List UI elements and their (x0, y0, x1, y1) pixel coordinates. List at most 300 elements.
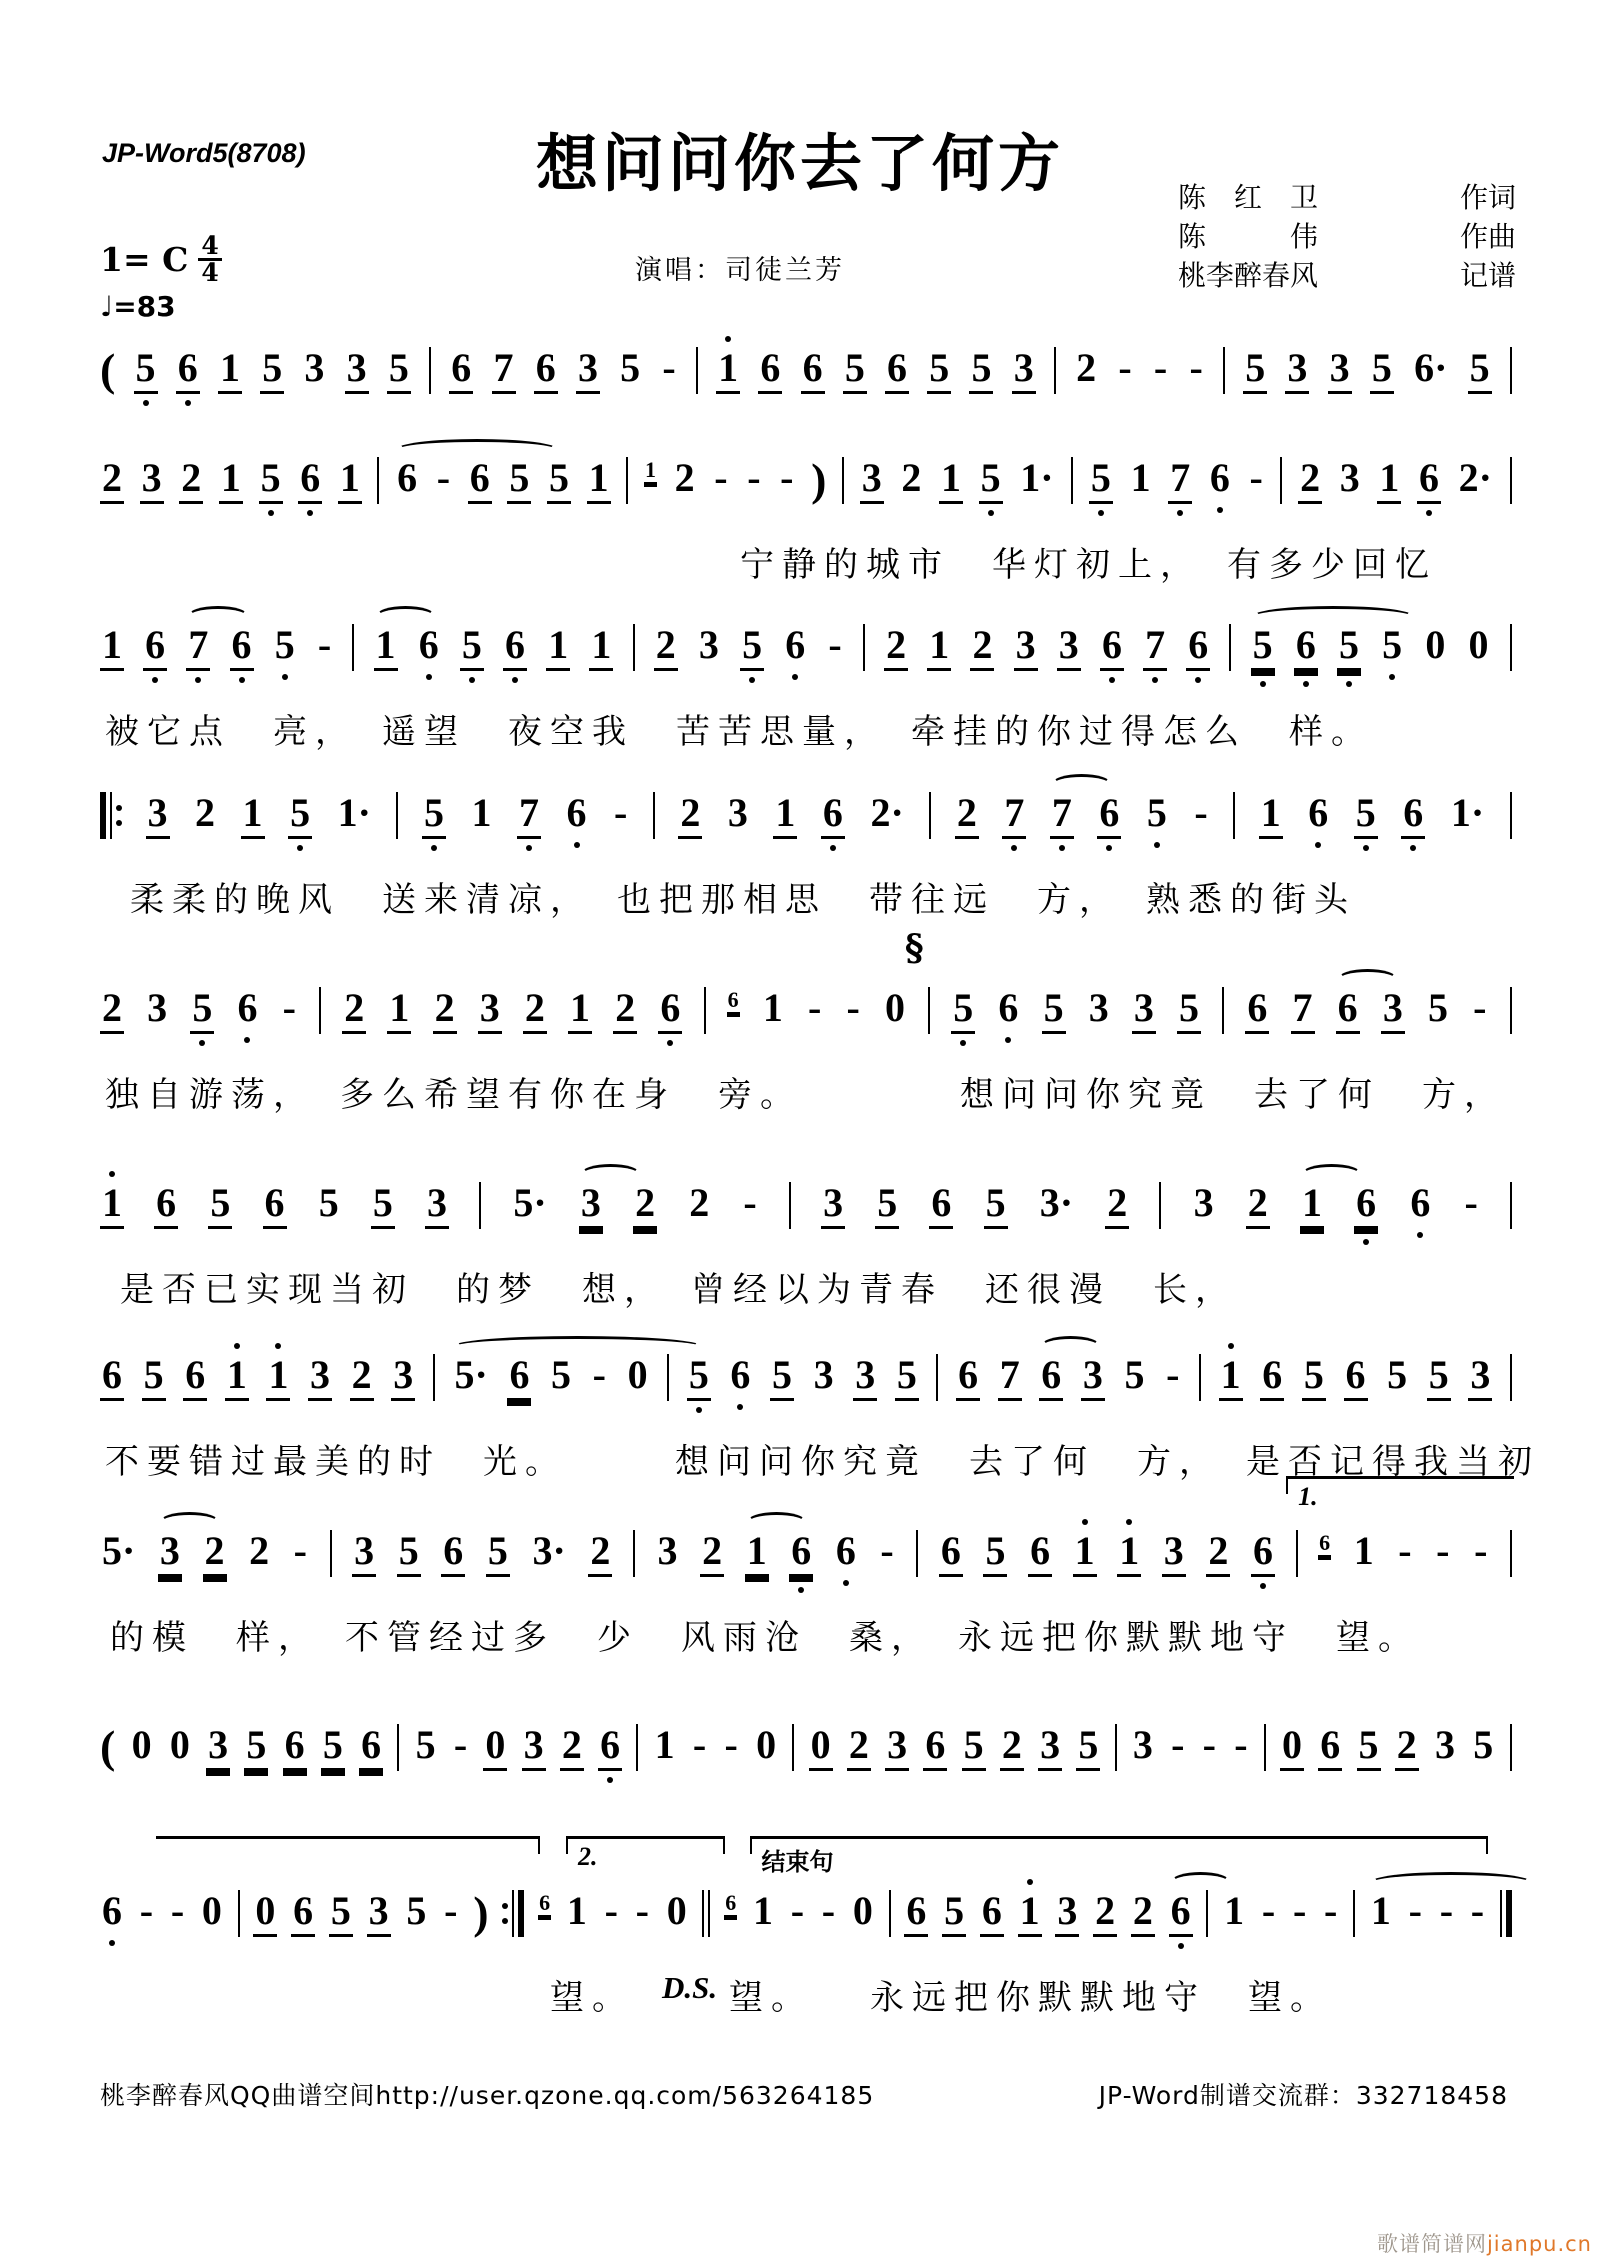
note-digit: 2 (674, 455, 695, 500)
credit-name: 陈 红 卫 (1178, 181, 1319, 214)
note-digit: 5 (134, 345, 158, 394)
lyrics-row (100, 537, 1512, 585)
note-digit: 5 (318, 1180, 339, 1225)
note-digit: 6 (1169, 1888, 1193, 1937)
note-digit: 5 (259, 455, 283, 504)
note-digit: 1 (387, 985, 411, 1034)
note-digit: 2 (1093, 1888, 1117, 1937)
rest-note: 0 (852, 1888, 873, 1933)
bar-thin (429, 347, 431, 394)
rest-note: 0 (627, 1352, 648, 1397)
dash-extension: - (1261, 1888, 1276, 1933)
note-digit: 5 (208, 1180, 232, 1229)
note-digit: 5 (507, 455, 531, 504)
note-digit: 1 (1300, 1180, 1324, 1229)
watermark (1377, 2228, 1592, 2258)
bar-thin (396, 792, 398, 839)
barline (636, 1722, 638, 1772)
barline (667, 1352, 669, 1402)
volta-label: 结束句 (761, 1847, 834, 1876)
note-digit: 2 (970, 622, 994, 671)
barline (1296, 1528, 1298, 1578)
note-digit: 6 (789, 1528, 813, 1577)
dash-extension: - (1464, 1180, 1478, 1225)
barline (1510, 1722, 1512, 1772)
note-digit: 5 (486, 1528, 510, 1577)
barline (1233, 790, 1235, 840)
dash-extension: - (1171, 1722, 1185, 1767)
note-digit: 2 (901, 455, 922, 500)
note-digit: 6 (929, 1180, 953, 1229)
barline (1206, 1888, 1208, 1938)
note-digit: 5 (1089, 455, 1113, 504)
barline (1510, 1180, 1512, 1230)
barline (1353, 1888, 1355, 1938)
note-digit: 6 (1318, 1722, 1342, 1771)
dash-extension: - (1324, 1888, 1338, 1933)
note-digit: 6 (154, 1180, 178, 1229)
note-digit: 3 (1132, 985, 1156, 1034)
note-digit: 1 (566, 1888, 587, 1933)
note-digit: 3 (1012, 345, 1036, 394)
bar-thin (667, 1354, 669, 1401)
note-digit: 3 (367, 1888, 391, 1937)
barline (1199, 1352, 1201, 1402)
note-digit: 6 (598, 1722, 622, 1771)
notation-row (100, 1180, 1512, 1246)
note-digit: 3 (1014, 622, 1038, 671)
phrase-paren: ) (473, 1887, 489, 1938)
note-digit: 1 (745, 1528, 769, 1577)
bar-thin (1280, 457, 1282, 504)
note-digit: 3 (352, 1528, 376, 1577)
note-digit: 6 (1336, 985, 1360, 1034)
note-digit: 5 (620, 345, 641, 390)
song-title: 想问问你去了何方 (535, 127, 1064, 200)
barline (1280, 455, 1282, 505)
dash-extension: - (1202, 1722, 1216, 1767)
note-digit: 1 (219, 455, 243, 504)
note-digit: 1 (1353, 1528, 1374, 1573)
note-digit: 3 (1081, 1352, 1105, 1401)
bar-thin (1510, 1724, 1512, 1771)
note-digit: 6 (1354, 1180, 1378, 1229)
note-digit: 3 (522, 1722, 546, 1771)
note-digit: 6 (821, 790, 845, 839)
dash-extension: - (724, 1722, 738, 1767)
bar-thin (479, 1182, 481, 1229)
note-digit: 5 (422, 790, 446, 839)
music-line-4 (100, 790, 1512, 920)
note-digit: 6 (183, 1352, 207, 1401)
dash-extension: - (743, 1180, 757, 1225)
lyrics-row (100, 872, 1512, 920)
note-digit: 3 (657, 1528, 678, 1573)
barline (696, 345, 698, 395)
note-digit: 6 (441, 1528, 465, 1577)
lyrics-row (100, 704, 1512, 752)
footer-qq-space-link[interactable]: 桃李醉春风QQ曲谱空间http://user.qzone.qq.com/563264185 (100, 2081, 875, 2110)
note-digit: 5 (321, 1722, 345, 1771)
music-line-3 (100, 622, 1512, 752)
note-digit: 3 (813, 1352, 834, 1397)
barline (929, 790, 931, 840)
note-digit: 5 (142, 1352, 166, 1401)
note-digit: 5 (1243, 345, 1267, 394)
note-digit: 3 (1435, 1722, 1456, 1767)
dash-extension: - (614, 790, 628, 835)
note-digit: 6 (534, 345, 558, 394)
note-digit: 7 (1168, 455, 1192, 504)
bar-thin (110, 792, 112, 839)
credit-row (1178, 256, 1516, 295)
barline (1510, 985, 1512, 1035)
notation-row (100, 1352, 1512, 1418)
note-digit: 6 (395, 455, 419, 501)
note-digit: 5· (513, 1180, 547, 1225)
bar-thin (842, 457, 844, 504)
bar-thin (928, 987, 930, 1034)
note-digit: 3 (853, 1352, 877, 1401)
note-digit: 2 (678, 790, 702, 839)
note-digit: 5 (460, 622, 484, 671)
note-digit: 2 (1298, 455, 1322, 504)
barline (1510, 345, 1512, 395)
bar-thin (330, 1530, 332, 1577)
note-digit: 3 (1468, 1352, 1492, 1401)
note-digit: 3 (391, 1352, 415, 1401)
bar-thin (929, 792, 931, 839)
barline (1510, 622, 1512, 672)
credit-row (1178, 178, 1516, 217)
volta-bracket (566, 1836, 725, 1871)
lyrics-row (100, 1970, 1512, 2018)
bar-thin (1222, 987, 1224, 1034)
bar-thin (1233, 792, 1235, 839)
barline (1071, 455, 1073, 505)
credit-name: 桃李醉春风 (1178, 259, 1319, 292)
bar-thin (1510, 987, 1512, 1034)
note-digit: 1 (1259, 790, 1283, 839)
rest-note: 0 (1468, 622, 1489, 667)
meter-denominator: 4 (201, 258, 219, 287)
note-digit: 1 (1219, 1352, 1243, 1401)
repeat-dots (502, 1890, 508, 1937)
note-digit: 6 (956, 1352, 980, 1401)
rest-note: 0 (884, 985, 905, 1030)
music-line-7 (100, 1352, 1540, 1482)
bar-thin (1229, 624, 1231, 671)
note-digit: 3 (576, 345, 600, 394)
bar-thin (696, 347, 698, 394)
rest-note: 0 (1425, 622, 1446, 667)
grace-note: 6 (1319, 1530, 1331, 1555)
bar-thin (792, 1724, 794, 1771)
note-digit: 1 (716, 345, 740, 394)
rest-note: 0 (131, 1722, 152, 1767)
lyric-segment: 是否已实现当初 的梦 想， 曾经以为青春 还很漫 长， (120, 1270, 1237, 1310)
rest-note: 0 (666, 1888, 687, 1933)
note-digit: 6 (1410, 1180, 1431, 1225)
note-digit: 6 (730, 1352, 751, 1397)
note-digit: 3 (698, 622, 719, 667)
note-digit: 2 (955, 790, 979, 839)
note-digit: 3 (158, 1528, 182, 1577)
note-digit: 2 (1206, 1528, 1230, 1577)
bar-thin (1206, 1890, 1208, 1937)
note-digit: 5 (875, 1180, 899, 1229)
music-line-6 (100, 1180, 1512, 1310)
dash-extension: - (1398, 1528, 1412, 1573)
notation-row (100, 985, 1512, 1051)
volta-label: 1. (1298, 1482, 1318, 1511)
lyrics-row (100, 1067, 1512, 1115)
note-digit: 5 (962, 1722, 986, 1771)
bar-thin (1264, 1724, 1266, 1771)
bar-thin (433, 1354, 435, 1401)
barline (1229, 622, 1231, 672)
note-digit: 1 (568, 985, 592, 1034)
note-digit: 3 (425, 1180, 449, 1229)
note-digit: 6 (758, 345, 782, 394)
bar-thin (1159, 1182, 1161, 1229)
notation-row (100, 1888, 1512, 1954)
note-digit: 2 (884, 622, 908, 671)
note-digit: 7 (1291, 985, 1315, 1034)
barline (936, 1352, 938, 1402)
note-digit: 5 (406, 1888, 427, 1933)
bar-thin (1199, 1354, 1201, 1401)
note-digit: 6 (102, 1888, 122, 1933)
note-digit: 6 (1308, 790, 1329, 835)
grace-note: 6 (725, 1890, 737, 1915)
note-digit: 6 (100, 1352, 124, 1401)
note-digit: 7 (1050, 790, 1074, 839)
lyric-segment: 被它点 亮， 遥望 夜空我 苦苦思量， 牵挂的你过得怎么 样。 (105, 712, 1373, 752)
barline (1510, 790, 1512, 840)
key-label: 1= C (100, 240, 189, 279)
rest-note: 0 (253, 1888, 277, 1937)
bar-thin (1054, 347, 1056, 394)
note-digit: 1 (266, 1352, 290, 1401)
dash-extension: - (692, 1722, 707, 1767)
note-digit: 2 (1395, 1722, 1419, 1771)
note-digit: 6 (1260, 1352, 1284, 1401)
note-digit: 5· (452, 1352, 489, 1398)
dash-extension: - (1249, 455, 1263, 500)
barline (916, 1528, 918, 1578)
note-digit: 6 (230, 622, 254, 671)
note-digit: 3 (1088, 985, 1109, 1030)
note-digit: 2 (1076, 345, 1097, 390)
note-digit: 1 (927, 622, 951, 671)
grace-note: 6 (539, 1890, 551, 1915)
dash-extension: - (293, 1528, 307, 1573)
barline (842, 455, 844, 505)
note-digit: 2 (847, 1722, 871, 1771)
note-digit: 6 (291, 1888, 315, 1937)
watermark-text: 歌谱简谱网 (1376, 2232, 1487, 2256)
note-digit: 3 (1381, 985, 1405, 1034)
software-label: JP-Word5(8708) (102, 138, 306, 168)
barline (653, 790, 655, 840)
barline (396, 790, 398, 840)
barline (429, 345, 431, 395)
note-digit: 5 (1251, 622, 1275, 671)
note-digit: 1 (589, 622, 613, 671)
note-digit: 7 (492, 345, 516, 394)
barline (238, 1888, 240, 1938)
lyrics-row (100, 1262, 1512, 1310)
note-digit: 2 (633, 1180, 657, 1229)
bar-thin (633, 624, 635, 671)
note-digit: 5 (1354, 790, 1378, 839)
dash-extension: - (170, 1888, 185, 1933)
note-digit: 5 (984, 1180, 1008, 1229)
bar-thin (1510, 1354, 1512, 1401)
note-digit: 1· (1450, 790, 1485, 835)
note-digit: 5 (770, 1352, 794, 1401)
dash-extension: - (1473, 985, 1487, 1030)
barline (479, 1180, 481, 1230)
notation-row (100, 455, 1512, 521)
note-digit: 2 (195, 790, 216, 835)
bar-thin (1296, 1530, 1298, 1577)
barline (330, 1528, 332, 1578)
note-digit: 6 (835, 1528, 856, 1573)
barline (1510, 455, 1512, 505)
volta-bracket (156, 1836, 539, 1854)
note-digit: 5 (1124, 1352, 1145, 1397)
lyric-segment: 独自游荡， 多么希望有你在身 旁。 (105, 1075, 802, 1115)
phrase-paren: ( (100, 344, 116, 395)
notation-row (100, 622, 1512, 688)
bar-thin (636, 1724, 638, 1771)
note-digit: 3 (478, 985, 502, 1034)
watermark-site-link[interactable]: jianpu.cn (1486, 2232, 1592, 2256)
note-digit: 7 (517, 790, 541, 839)
dot (502, 1918, 508, 1924)
bar-thin (936, 1354, 938, 1401)
note-digit: 1 (1130, 455, 1151, 500)
note-digit: 1· (1020, 455, 1054, 500)
rest-note: 0 (1280, 1722, 1304, 1771)
note-digit: 2· (1458, 455, 1492, 500)
barline (889, 1888, 891, 1938)
note-digit: 1 (587, 455, 611, 504)
note-digit: 6 (1209, 455, 1230, 500)
dash-extension: - (1474, 1528, 1488, 1573)
note-digit: 1 (752, 1888, 773, 1933)
note-digit: 5 (969, 345, 993, 394)
note-digit: 2· (870, 790, 904, 835)
note-digit: 3 (1328, 345, 1352, 394)
note-digit: 1 (773, 790, 797, 839)
bar-thin (1223, 347, 1225, 394)
barline (1115, 1722, 1117, 1772)
bar-thin (238, 1890, 240, 1937)
note-digit: 6 (176, 345, 200, 394)
lyric-segment: 望。 (550, 1978, 634, 2018)
singer-label: 演唱：司徒兰芳 (635, 255, 845, 286)
note-digit: 6 (507, 1352, 531, 1401)
bar-thin (319, 987, 321, 1034)
note-digit: 3 (308, 1352, 332, 1401)
bar-thin (1510, 1182, 1512, 1229)
note-digit: 6 (237, 985, 258, 1030)
note-digit: 1 (374, 622, 398, 671)
note-digit: 2 (1131, 1888, 1155, 1937)
note-digit: 5 (1337, 622, 1361, 671)
barline (626, 455, 628, 505)
music-line-5 (100, 927, 1512, 1115)
notation-row (100, 1528, 1512, 1594)
barline (100, 790, 122, 840)
note-digit: 1 (1369, 1888, 1393, 1934)
note-digit: 5 (260, 345, 284, 394)
note-digit: 3 (1038, 1722, 1062, 1771)
barline (633, 1528, 635, 1578)
rest-note: 0 (483, 1722, 507, 1771)
note-digit: 3 (885, 1722, 909, 1771)
bar-thick (1506, 1890, 1512, 1937)
note-digit: 7 (186, 622, 210, 671)
tie-arc (1171, 1872, 1230, 1892)
notation-row (100, 1722, 1512, 1788)
credit-name: 陈 伟 (1178, 220, 1319, 253)
note-digit: 1 (1117, 1528, 1141, 1577)
dash-extension: - (444, 1888, 458, 1933)
note-digit: 5 (274, 622, 295, 667)
note-digit: 6 (566, 790, 587, 835)
note-digit: 5 (1177, 985, 1201, 1034)
dash-extension: - (436, 455, 451, 500)
dash-extension: - (1234, 1722, 1248, 1767)
note-digit: 1· (337, 790, 371, 835)
dash-extension: - (1408, 1888, 1422, 1933)
lyric-segment: 不要错过最美的时 光。 (105, 1442, 567, 1482)
bar-thin (863, 624, 865, 671)
barline (792, 1722, 794, 1772)
note-digit: 2 (1105, 1180, 1129, 1229)
note-digit: 5 (1427, 985, 1448, 1030)
bar-thin (377, 457, 379, 504)
tie-arc (454, 1336, 701, 1356)
dash-extension: - (282, 985, 296, 1030)
lyrics-row (100, 1610, 1512, 1658)
note-digit: 5· (102, 1528, 136, 1573)
tie-arc (1302, 1164, 1361, 1184)
note-digit: 5 (1370, 345, 1394, 394)
note-digit: 5 (1473, 1722, 1494, 1767)
note-digit: 3 (146, 790, 170, 839)
bar-thick (518, 1890, 524, 1937)
bar-thin (352, 624, 354, 671)
footer-group-number: JP-Word制谱交流群：332718458 (1098, 2081, 1508, 2110)
note-digit: 3 (206, 1722, 230, 1771)
note-digit: 6 (283, 1722, 307, 1771)
dash-extension: - (139, 1888, 154, 1933)
note-digit: 6 (998, 985, 1019, 1030)
dash-extension: - (1439, 1888, 1454, 1933)
bar-thin (1500, 1890, 1502, 1937)
lyric-segment: D.S. (662, 1970, 718, 2005)
credit-role: 作曲 (1459, 220, 1516, 253)
note-digit: 6 (503, 622, 527, 671)
notation-row (100, 345, 1512, 411)
note-digit: 6 (468, 455, 492, 504)
dot (502, 1903, 508, 1909)
